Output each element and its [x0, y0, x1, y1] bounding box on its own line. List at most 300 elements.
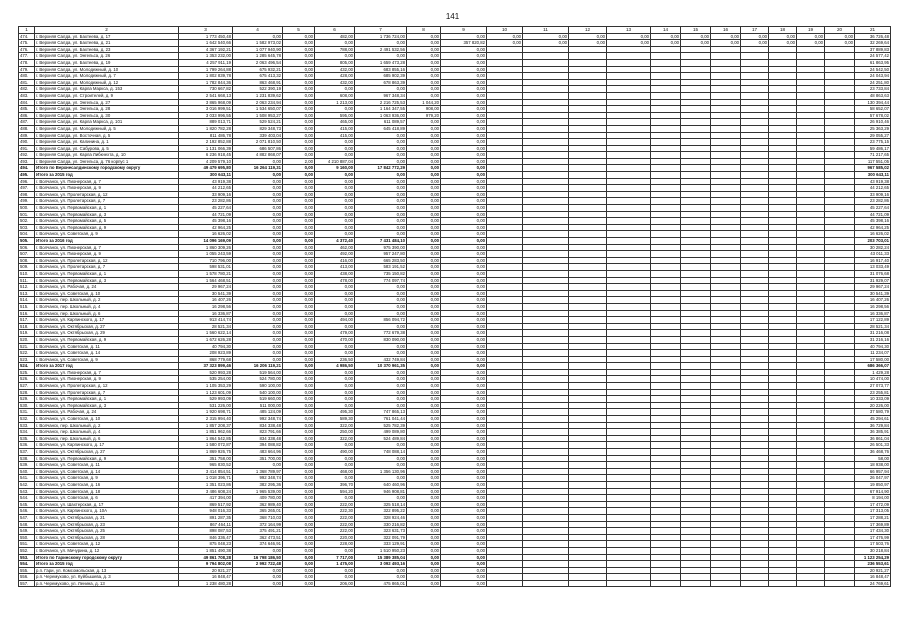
- amount-cell: [769, 363, 797, 370]
- amount-cell: [769, 198, 797, 205]
- amount-cell: 0,00: [441, 172, 487, 179]
- amount-cell: [487, 198, 523, 205]
- amount-cell: 0,00: [283, 290, 315, 297]
- amount-cell: [741, 554, 769, 561]
- amount-cell: 394 088,82: [233, 442, 283, 449]
- amount-cell: 0,00: [283, 508, 315, 515]
- row-number-cell: 485.: [19, 106, 35, 113]
- amount-cell: [825, 363, 855, 370]
- amount-cell: 0,00: [283, 468, 315, 475]
- amount-cell: 0,00: [315, 172, 355, 179]
- amount-cell: 0,00: [233, 198, 283, 205]
- amount-cell: [607, 514, 651, 521]
- address-cell: г. Волчанск, ул. Советская, д. 10: [35, 290, 179, 297]
- amount-cell: [651, 350, 681, 357]
- amount-cell: [711, 541, 741, 548]
- amount-cell: 0,00: [233, 218, 283, 225]
- amount-cell: 0,00: [355, 396, 407, 403]
- table-row: [19, 40, 891, 47]
- row-number-cell: 507.: [19, 251, 35, 258]
- amount-cell: [681, 224, 711, 231]
- amount-cell: [769, 244, 797, 251]
- amount-cell: [569, 264, 607, 271]
- amount-cell: [569, 112, 607, 119]
- amount-cell: [681, 534, 711, 541]
- row-number-cell: 474.: [19, 33, 35, 40]
- amount-cell: 1 820 782,28: [179, 125, 233, 132]
- table-row: [19, 409, 891, 416]
- column-number-cell: 1: [19, 27, 35, 34]
- amount-cell: [711, 310, 741, 317]
- amount-cell: [487, 547, 523, 554]
- table-row: [19, 158, 891, 165]
- amount-cell: [711, 297, 741, 304]
- amount-cell: 368 710,03: [233, 514, 283, 521]
- amount-cell: [797, 244, 825, 251]
- amount-cell: 0,00: [407, 356, 441, 363]
- amount-cell: [523, 106, 569, 113]
- amount-cell: [487, 290, 523, 297]
- amount-cell: [825, 73, 855, 80]
- amount-cell: [825, 435, 855, 442]
- row-number-cell: 518.: [19, 323, 35, 330]
- amount-cell: 1 510 950,23: [355, 547, 407, 554]
- amount-cell: [797, 297, 825, 304]
- amount-cell: [651, 356, 681, 363]
- amount-cell: [769, 389, 797, 396]
- amount-cell: 1 869 926,75: [179, 449, 233, 456]
- amount-cell: [523, 455, 569, 462]
- amount-cell: [825, 79, 855, 86]
- amount-cell: 525 782,39: [355, 422, 407, 429]
- amount-cell: [797, 251, 825, 258]
- amount-cell: 0,00: [441, 508, 487, 515]
- row-number-cell: 525.: [19, 369, 35, 376]
- amount-cell: [741, 231, 769, 238]
- amount-cell: [797, 409, 825, 416]
- amount-cell: [825, 119, 855, 126]
- row-number-cell: 492.: [19, 152, 35, 159]
- amount-cell: 17 580,00: [855, 356, 891, 363]
- amount-cell: [711, 53, 741, 60]
- amount-cell: 0,00: [441, 264, 487, 271]
- amount-cell: 0,00: [441, 323, 487, 330]
- table-row: [19, 561, 891, 568]
- amount-cell: 0,00: [569, 33, 607, 40]
- amount-cell: [651, 475, 681, 482]
- amount-cell: 710 796,00: [179, 257, 233, 264]
- amount-cell: [769, 99, 797, 106]
- amount-cell: [523, 79, 569, 86]
- amount-cell: [607, 495, 651, 502]
- table-row: [19, 165, 891, 172]
- amount-cell: [769, 323, 797, 330]
- table-row: [19, 99, 891, 106]
- amount-cell: [487, 297, 523, 304]
- amount-cell: 891 287,35: [179, 514, 233, 521]
- amount-cell: [769, 317, 797, 324]
- amount-cell: 0,00: [283, 534, 315, 541]
- amount-cell: 889 013,71: [179, 119, 233, 126]
- amount-cell: [681, 264, 711, 271]
- amount-cell: 0,00: [441, 244, 487, 251]
- amount-cell: 0,00: [441, 290, 487, 297]
- amount-cell: [607, 185, 651, 192]
- amount-cell: [825, 580, 855, 587]
- column-number-header: [19, 27, 891, 34]
- amount-cell: [523, 112, 569, 119]
- address-cell: г. Волчанск, ул. Первомайская, д. 3: [35, 211, 179, 218]
- amount-cell: 0,00: [315, 205, 355, 212]
- table-row: [19, 343, 891, 350]
- amount-cell: 0,00: [441, 132, 487, 139]
- amount-cell: [711, 132, 741, 139]
- amount-cell: [711, 449, 741, 456]
- amount-cell: [711, 185, 741, 192]
- amount-cell: [741, 435, 769, 442]
- amount-cell: 29 967,24: [179, 284, 233, 291]
- amount-cell: 0,00: [283, 238, 315, 245]
- amount-cell: [651, 580, 681, 587]
- amount-cell: [487, 59, 523, 66]
- amount-cell: [523, 574, 569, 581]
- amount-cell: [607, 389, 651, 396]
- amount-cell: 0,00: [233, 185, 283, 192]
- amount-cell: [681, 521, 711, 528]
- amount-cell: [769, 435, 797, 442]
- amount-cell: 0,00: [407, 238, 441, 245]
- amount-cell: 0,00: [441, 112, 487, 119]
- row-number-cell: 490.: [19, 139, 35, 146]
- amount-cell: [769, 376, 797, 383]
- amount-cell: 856 094,72: [355, 317, 407, 324]
- address-cell: г. Верхняя Салда, ул. Карла Либкнехта, д. 10: [35, 152, 179, 159]
- amount-cell: 3 033 996,55: [179, 112, 233, 119]
- amount-cell: [607, 145, 651, 152]
- amount-cell: 1 123 601,09: [179, 389, 233, 396]
- amount-cell: [797, 66, 825, 73]
- amount-cell: 598 531,01: [179, 264, 233, 271]
- amount-cell: [711, 422, 741, 429]
- amount-cell: [487, 73, 523, 80]
- amount-cell: [487, 284, 523, 291]
- amount-cell: [487, 231, 523, 238]
- amount-cell: 869 517,92: [179, 501, 233, 508]
- amount-cell: [523, 317, 569, 324]
- amount-cell: [607, 356, 651, 363]
- amount-cell: [523, 495, 569, 502]
- amount-cell: [523, 521, 569, 528]
- address-cell: г. Волчанск, ул. Октябрьская, д. 27: [35, 449, 179, 456]
- amount-cell: [607, 139, 651, 146]
- page-number: 141: [445, 12, 460, 21]
- amount-cell: 0,00: [283, 514, 315, 521]
- amount-cell: [825, 396, 855, 403]
- amount-cell: [825, 317, 855, 324]
- amount-cell: [741, 488, 769, 495]
- amount-cell: 0,00: [283, 462, 315, 469]
- amount-cell: [769, 86, 797, 93]
- amount-cell: 17 288,21: [855, 514, 891, 521]
- column-number-cell: 19: [797, 27, 825, 34]
- address-cell: г. Волчанск, ул. Советская, д. 9: [35, 231, 179, 238]
- amount-cell: 0,00: [315, 574, 355, 581]
- amount-cell: [523, 356, 569, 363]
- amount-cell: 0,00: [283, 350, 315, 357]
- amount-cell: 17 369,89: [855, 521, 891, 528]
- amount-cell: [769, 218, 797, 225]
- amount-cell: 0,00: [407, 409, 441, 416]
- amount-cell: 0,00: [315, 442, 355, 449]
- amount-cell: 0,00: [441, 310, 487, 317]
- amount-cell: [797, 303, 825, 310]
- table-row: [19, 475, 891, 482]
- table-row: [19, 336, 891, 343]
- table-row: [19, 277, 891, 284]
- amount-cell: [825, 323, 855, 330]
- amount-cell: 0,00: [441, 383, 487, 390]
- amount-cell: 0,00: [607, 40, 651, 47]
- amount-cell: 1 851 490,38: [179, 547, 233, 554]
- address-cell: Итого за 2016 год: [35, 238, 179, 245]
- amount-cell: [569, 145, 607, 152]
- amount-cell: 913 414,74: [179, 317, 233, 324]
- amount-cell: 0,00: [283, 396, 315, 403]
- amount-cell: [711, 73, 741, 80]
- amount-cell: 0,00: [355, 303, 407, 310]
- row-number-cell: 505.: [19, 238, 35, 245]
- amount-cell: [769, 264, 797, 271]
- amount-cell: 490,00: [315, 449, 355, 456]
- table-row: [19, 541, 891, 548]
- amount-cell: [681, 330, 711, 337]
- amount-cell: 524 489,84: [355, 435, 407, 442]
- amount-cell: 1 368 789,97: [233, 468, 283, 475]
- row-number-cell: 533.: [19, 422, 35, 429]
- amount-cell: [741, 79, 769, 86]
- amount-cell: [769, 185, 797, 192]
- amount-cell: 0,00: [283, 429, 315, 436]
- amount-cell: [741, 139, 769, 146]
- amount-cell: 645 418,89: [355, 125, 407, 132]
- amount-cell: 432 749,84: [355, 356, 407, 363]
- amount-cell: [569, 59, 607, 66]
- row-number-cell: 526.: [19, 376, 35, 383]
- amount-cell: 0,00: [315, 53, 355, 60]
- amount-cell: 0,00: [441, 449, 487, 456]
- amount-cell: 0,00: [233, 310, 283, 317]
- amount-cell: [569, 541, 607, 548]
- amount-cell: 0,00: [441, 409, 487, 416]
- address-cell: р.п. Гари, ул. Комсомольская, д. 13: [35, 567, 179, 574]
- amount-cell: [741, 106, 769, 113]
- amount-cell: [797, 561, 825, 568]
- amount-cell: [607, 383, 651, 390]
- amount-cell: 863 468,91: [233, 79, 283, 86]
- row-number-cell: 495.: [19, 172, 35, 179]
- amount-cell: 17 434,30: [855, 528, 891, 535]
- amount-cell: [797, 514, 825, 521]
- amount-cell: 0,00: [407, 369, 441, 376]
- amount-cell: 36 861,04: [855, 435, 891, 442]
- amount-cell: [711, 317, 741, 324]
- amount-cell: [711, 270, 741, 277]
- amount-cell: [797, 139, 825, 146]
- amount-cell: 0,00: [407, 449, 441, 456]
- amount-cell: [607, 191, 651, 198]
- amount-cell: 222,30: [315, 508, 355, 515]
- amount-cell: [607, 561, 651, 568]
- amount-cell: [797, 79, 825, 86]
- amount-cell: [797, 462, 825, 469]
- amount-cell: 1 965 539,00: [233, 488, 283, 495]
- amount-cell: [681, 336, 711, 343]
- amount-cell: [569, 158, 607, 165]
- amount-cell: [825, 178, 855, 185]
- amount-cell: [607, 99, 651, 106]
- amount-cell: [651, 561, 681, 568]
- amount-cell: 382 295,36: [233, 481, 283, 488]
- amount-cell: [569, 66, 607, 73]
- amount-cell: 1 534 650,07: [233, 106, 283, 113]
- amount-cell: [487, 145, 523, 152]
- amount-cell: [797, 396, 825, 403]
- amount-cell: [487, 79, 523, 86]
- row-number-cell: 499.: [19, 198, 35, 205]
- amount-cell: [797, 376, 825, 383]
- address-cell: г. Верхняя Салда, ул. Бахтеева, д. 23: [35, 46, 179, 53]
- amount-cell: 45 294,61: [855, 416, 891, 423]
- table-row: [19, 396, 891, 403]
- amount-cell: [741, 198, 769, 205]
- row-number-cell: 546.: [19, 508, 35, 515]
- amount-cell: 0,00: [407, 132, 441, 139]
- amount-cell: 0,00: [283, 330, 315, 337]
- amount-cell: 0,00: [315, 139, 355, 146]
- row-number-cell: 535.: [19, 435, 35, 442]
- amount-cell: 0,00: [283, 178, 315, 185]
- amount-cell: [681, 514, 711, 521]
- amount-cell: 0,00: [407, 475, 441, 482]
- amount-cell: [523, 297, 569, 304]
- amount-cell: 0,00: [407, 350, 441, 357]
- amount-cell: 66 957,94: [855, 468, 891, 475]
- amount-cell: 0,00: [283, 501, 315, 508]
- amount-cell: 2 992 722,48: [233, 561, 283, 568]
- amount-cell: [523, 449, 569, 456]
- amount-cell: 222,00: [315, 514, 355, 521]
- address-cell: г. Волчанск, ул. Первомайская, д. 3: [35, 402, 179, 409]
- table-row: [19, 495, 891, 502]
- amount-cell: [797, 191, 825, 198]
- amount-cell: 0,00: [355, 343, 407, 350]
- amount-cell: [651, 501, 681, 508]
- amount-cell: 33 909,16: [855, 191, 891, 198]
- amount-cell: [825, 310, 855, 317]
- address-cell: Итого за 2015 год: [35, 561, 179, 568]
- address-cell: г. Волчанск, пер. Школьный, д. 2: [35, 297, 179, 304]
- amount-cell: 323 631,73: [355, 528, 407, 535]
- amount-cell: [769, 521, 797, 528]
- amount-cell: [607, 284, 651, 291]
- address-cell: г. Волчанск, ул. Первомайская, д. 3: [35, 277, 179, 284]
- amount-cell: 875 048,23: [179, 541, 233, 548]
- amount-cell: 1 353 232,00: [179, 53, 233, 60]
- amount-cell: 772 679,38: [355, 330, 407, 337]
- amount-cell: 42 964,25: [855, 224, 891, 231]
- amount-cell: [569, 119, 607, 126]
- amount-cell: 26 047,97: [855, 475, 891, 482]
- amount-cell: 0,00: [441, 277, 487, 284]
- amount-cell: 0,00: [407, 303, 441, 310]
- amount-cell: 0,00: [441, 429, 487, 436]
- amount-cell: [569, 152, 607, 159]
- amount-cell: [651, 238, 681, 245]
- amount-cell: [797, 125, 825, 132]
- amount-cell: [769, 343, 797, 350]
- amount-cell: [569, 442, 607, 449]
- amount-cell: 0,00: [283, 244, 315, 251]
- row-number-cell: 528.: [19, 389, 35, 396]
- amount-cell: [569, 409, 607, 416]
- amount-cell: 0,00: [407, 336, 441, 343]
- amount-cell: [741, 567, 769, 574]
- row-number-cell: 529.: [19, 396, 35, 403]
- column-number-cell: 12: [569, 27, 607, 34]
- amount-cell: [607, 521, 651, 528]
- amount-cell: 0,00: [355, 310, 407, 317]
- column-number-cell: 8: [407, 27, 441, 34]
- amount-cell: 846 336,47: [179, 534, 233, 541]
- amount-cell: 0,00: [355, 53, 407, 60]
- amount-cell: 829 348,73: [233, 125, 283, 132]
- amount-cell: [711, 435, 741, 442]
- amount-cell: [487, 218, 523, 225]
- amount-cell: [487, 330, 523, 337]
- amount-cell: [651, 521, 681, 528]
- amount-cell: [741, 66, 769, 73]
- amount-cell: 0,00: [283, 369, 315, 376]
- amount-cell: [769, 422, 797, 429]
- amount-cell: 4 210 887,04: [315, 158, 355, 165]
- amount-cell: [523, 369, 569, 376]
- amount-cell: [569, 356, 607, 363]
- amount-cell: [651, 455, 681, 462]
- amount-cell: [651, 264, 681, 271]
- amount-cell: [741, 422, 769, 429]
- amount-cell: [681, 383, 711, 390]
- amount-cell: [523, 468, 569, 475]
- amount-cell: [711, 139, 741, 146]
- amount-cell: [651, 178, 681, 185]
- amount-cell: 0,00: [441, 59, 487, 66]
- amount-cell: 24 043,94: [855, 73, 891, 80]
- amount-cell: [711, 152, 741, 159]
- amount-cell: 0,00: [283, 198, 315, 205]
- amount-cell: 71 217,65: [855, 152, 891, 159]
- amount-cell: [651, 435, 681, 442]
- amount-cell: [769, 488, 797, 495]
- amount-cell: [741, 59, 769, 66]
- amount-cell: 2 192 852,88: [179, 139, 233, 146]
- amount-cell: 0,00: [681, 33, 711, 40]
- amount-cell: 0,00: [233, 224, 283, 231]
- amount-cell: [651, 528, 681, 535]
- amount-cell: [797, 178, 825, 185]
- amount-cell: [741, 481, 769, 488]
- amount-cell: 0,00: [441, 257, 487, 264]
- amount-cell: [651, 53, 681, 60]
